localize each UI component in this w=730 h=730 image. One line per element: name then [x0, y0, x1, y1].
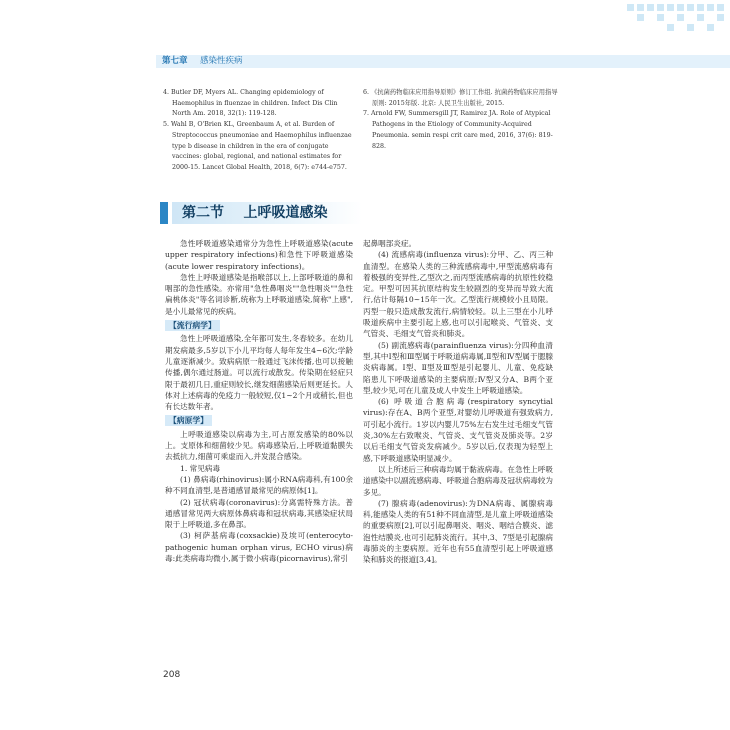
reference-item: 6. 《抗菌药物临床应用指导原则》修订工作组. 抗菌药物临床应用指导原则: 2015年版. 北京: 人民卫生出版社, 2015.: [363, 89, 558, 107]
section-heading-marker: [160, 202, 168, 224]
running-header-title: 感染性疾病: [200, 56, 243, 66]
etiology-badge: 【病原学】: [165, 415, 212, 426]
paragraph: 急性上呼吸道感染是指喉部以上,上部呼吸道的鼻和咽部的急性感染。亦常用"急性鼻咽炎""急性咽炎""急性扁桃体炎"等名词诊断,统称为上呼吸道感染,简称"上感",是小儿最常见的疾病。: [165, 272, 353, 316]
paragraph: 急性呼吸道感染通常分为急性上呼吸道感染(acute upper respiratory infections)和急性下呼吸道感染(acute lower respiratory infections)。: [165, 239, 353, 271]
epidemiology-badge: 【流行病学】: [165, 320, 220, 331]
body-column-left: [165, 238, 353, 564]
paragraph: 起鼻咽部炎症。: [363, 239, 417, 248]
paragraph: 急性上呼吸道感染,全年都可发生,冬春较多。在幼儿期发病最多,5岁以下小儿平均每人每年发生4~6次;学龄儿童逐渐减少。致病病原一般通过飞沫传播,也可以接触传播,偶尔通过肠道。可以流行或散发。传染期在轻症只限于最初几日,重症则较长,继发细菌感染后则更延长。人体对上述病毒的免疫力一般较短,仅1~2个月或稍长,但也有长达数年者。: [165, 334, 353, 412]
paragraph: (7) 腺病毒(adenovirus):为DNA病毒、属腺病毒科,能感染人类的有51种不同血清型,是儿童上呼吸道感染的重要病原[2],可以引起鼻咽炎、咽炎、咽结合膜炎、滤泡性结膜炎,也可引起肺炎流行。其中,3、7型是引起腺病毒肺炎的主要病原。近年也有55血清型引起上呼吸道感染和肺炎的报道[3,4]。: [363, 498, 553, 565]
paragraph: (2) 冠状病毒(coronavirus):分离需特殊方法。普通感冒常见两大病原体鼻病毒和冠状病毒,其感染症状局限于上呼吸道,多在鼻部。: [165, 497, 353, 530]
subheading-epidemiology: [165, 320, 353, 331]
section-heading: [160, 198, 580, 226]
running-header-chapter: 第七章: [162, 56, 188, 66]
header-decoration: [590, 0, 730, 40]
references-left: [163, 88, 353, 174]
paragraph: (3) 柯萨基病毒(coxsackie)及埃可(enterocyto-pathogenic human orphan virus, ECHO virus)病毒:此类病毒均微小,属于微小病毒(picornavirus),常引: [165, 531, 353, 564]
reference-item: 4. Butler DF, Myers AL. Changing epidemiology of Haemophilus in fluenzae in children. Infect Dis Clin North Am. 2018, 32(1): 119-128.: [163, 89, 338, 118]
section-number: 第二节: [182, 205, 224, 221]
paragraph: 以上所述后三种病毒均属于黏液病毒。在急性上呼吸道感染中以副流感病毒、呼吸道合胞病毒及冠状病毒较为多见。: [363, 464, 553, 497]
section-heading-text: [182, 202, 328, 224]
paragraph: (6) 呼吸道合胞病毒(respiratory syncytial virus):存在A、B两个亚型,对婴幼儿呼吸道有强致病力,可引起小流行。1岁以内婴儿75%左右发生过毛细支气管炎,30%左右致喉炎、气管炎、支气管炎及肺炎等。2岁以后毛细支气管炎发病减少。5岁以后,仅表现为轻型上感,下呼吸道感染明显减少。: [363, 397, 553, 463]
references-right: [363, 88, 563, 152]
section-title: 上呼吸道感染: [243, 205, 328, 221]
page-number: 208: [163, 670, 181, 680]
paragraph: (1) 鼻病毒(rhinovirus):属小RNA病毒科,有100余种不同血清型,是普通感冒最常见的病原体[1]。: [165, 474, 353, 496]
body-column-right: [363, 238, 553, 566]
paragraph: (4) 流感病毒(influenza virus):分甲、乙、丙三种血清型。在感染人类的三种流感病毒中,甲型流感病毒有着极强的变异性,乙型次之,而丙型流感病毒的抗原性较稳定。甲型可因其抗原结构发生较剧烈的变异而导致大流行,估计每隔10~15年一次。乙型流行规模较小且局限。丙型一般只造成散发流行,病情较轻。以上三型在小儿呼吸道疾病中主要引起上感,也可以引起喉炎、气管炎、支气管炎、毛细支气管炎和肺炎。: [363, 250, 553, 339]
subheading-common-viruses: 1. 常见病毒: [180, 463, 221, 473]
reference-item: 5. Wahl B, O'Brien KL, Greenbaum A, et al. Burden of Streptococcus pneumoniae and Haemophilus influenzae type b disease in children in the era of conjugate vaccines: global, regional, and national estimates for 2000-15. Lancet Global Health, 2018, 6(7): e744-e757.: [163, 121, 352, 171]
paragraph: (5) 副流感病毒(parainfluenza virus):分四种血清型,其中Ⅰ型和Ⅲ型属于呼吸道病毒属,Ⅱ型和Ⅳ型属于腮腺炎病毒属。Ⅰ型、Ⅱ型及Ⅲ型是引起婴儿、儿童、免疫缺陷患儿下呼吸道感染的主要病原;Ⅳ型又分A、B两个亚型,较少见,可在儿童及成人中发生上呼吸道感染。: [363, 340, 553, 395]
paragraph: 上呼吸道感染以病毒为主,可占原发感染的80%以上。支原体和细菌较少见。病毒感染后,上呼吸道黏膜失去抵抗力,细菌可乘虚而入,并发混合感染。: [165, 429, 353, 462]
reference-item: 7. Arnold FW, Summersgill JT, Ramirez JA. Role of Atypical Pathogens in the Etiology of Community-Acquired Pneumonia. semin respi crit care med, 2016, 37(6): 819-828.: [363, 110, 553, 150]
subheading-etiology: [165, 415, 353, 426]
